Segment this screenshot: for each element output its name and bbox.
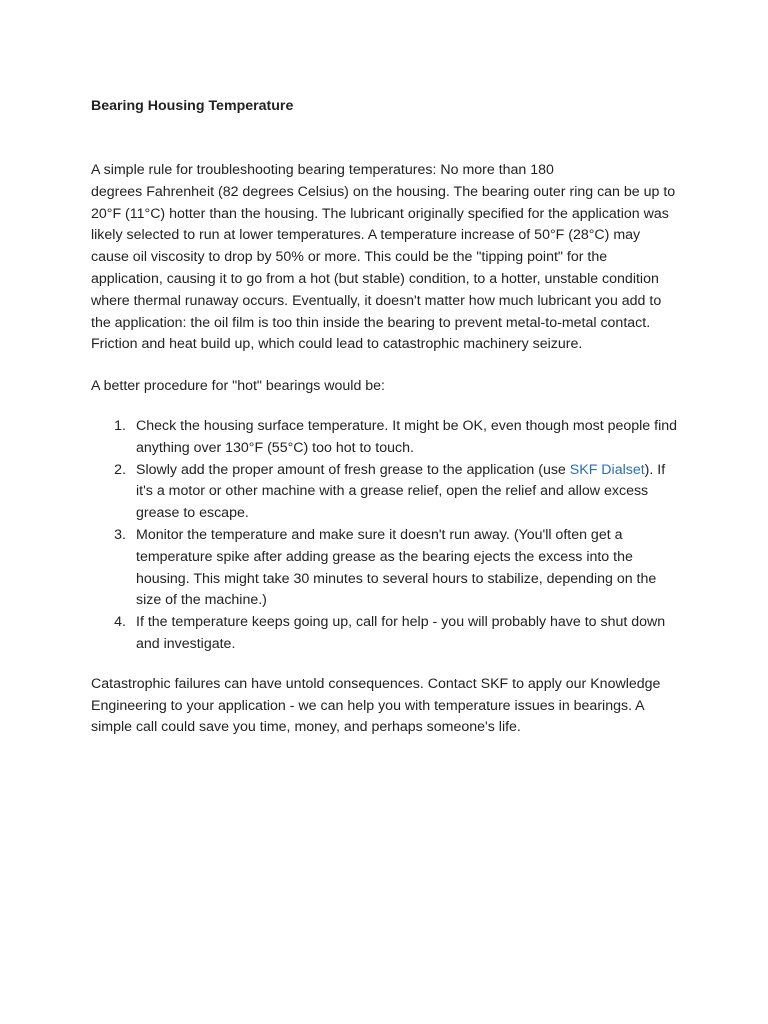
procedure-step-1	[91, 416, 681, 460]
step-number: 3.	[114, 526, 126, 543]
procedure-step-4	[91, 612, 681, 656]
step-text-before-link: Slowly add the proper amount of fresh grease to the application (use	[136, 461, 570, 478]
step-text: If the temperature keeps going up, call for help - you will probably have to shut down and investigate.	[136, 614, 666, 652]
procedure-intro: A better procedure for "hot" bearings would be:	[91, 378, 386, 395]
document-title: Bearing Housing Temperature	[91, 98, 294, 114]
procedure-step-3	[91, 525, 681, 612]
step-number: 2.	[114, 461, 126, 478]
step-text: Monitor the temperature and make sure it doesn't run away. (You'll often get a temperature spike after adding grease as the bearing ejects the excess into the housing. This might take 30 minutes to several hours to stabilize, depending on the size of the machine.)	[136, 526, 657, 609]
intro-paragraph	[91, 160, 681, 356]
step-text-after-link: ). If it's a motor or other machine with a grease relief, open the relief and allow excess grease to escape.	[136, 461, 666, 522]
step-number: 1.	[114, 417, 126, 434]
step-text	[136, 460, 681, 525]
intro-line-rest: degrees Fahrenheit (82 degrees Celsius) on the housing. The bearing outer ring can be up to 20°F (11°C) hotter than the housing. The lubricant originally specified for the application was likely selected to run at lower temperatures. A temperature increase of 50°F (28°C) may cause oil viscosity to drop by 50% or more. This could be the "tipping point" for the application, causing it to go from a hot (but stable) condition, to a hotter, unstable condition where thermal runaway occurs. Eventually, it doesn't matter how much lubricant you add to the application: the oil film is too thin inside the bearing to prevent metal-to-metal contact. Friction and heat build up, which could lead to catastrophic machinery seizure.	[91, 183, 676, 353]
document-page	[91, 96, 681, 739]
closing-paragraph: Catastrophic failures can have untold consequences. Contact SKF to apply our Knowledge Engineering to your application - we can help you with temperature issues in bearings. A simple call could save you time, money, and perhaps someone's life.	[91, 675, 661, 736]
skf-dialset-link[interactable]: SKF Dialset	[569, 461, 645, 478]
procedure-step-2	[91, 460, 681, 525]
step-number: 4.	[114, 614, 126, 631]
procedure-steps-list	[91, 416, 681, 656]
step-text: Check the housing surface temperature. It might be OK, even though most people find anything over 130°F (55°C) too hot to touch.	[136, 417, 678, 456]
intro-line-1: A simple rule for troubleshooting bearing temperatures: No more than 180	[91, 162, 554, 178]
